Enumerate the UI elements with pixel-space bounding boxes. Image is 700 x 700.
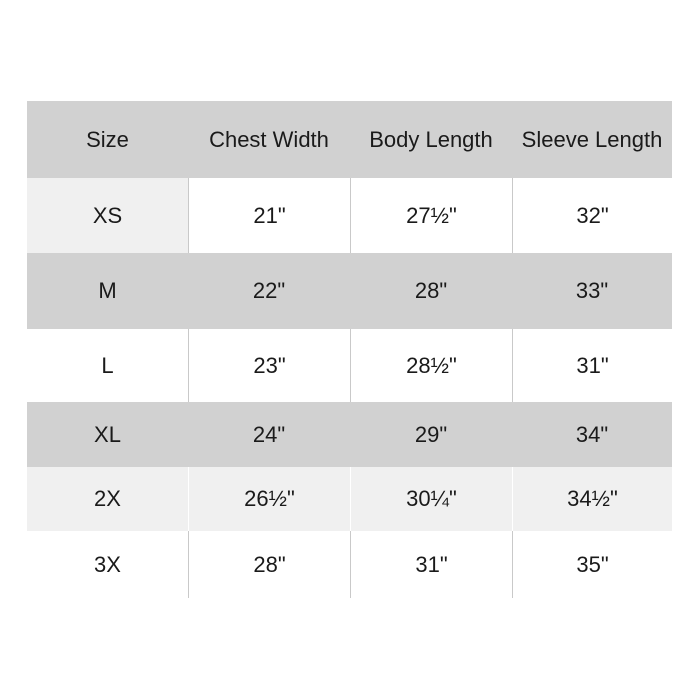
header-size: Size [86, 126, 129, 152]
chest-width-cell: 24" [252, 421, 286, 447]
table-row [27, 178, 672, 253]
size-cell: 3X [94, 551, 121, 577]
body-length-cell: 31" [350, 531, 512, 598]
body-length-cell: 28½" [350, 329, 512, 402]
header-chest-width: Chest Width [209, 126, 329, 152]
sleeve-length-cell: 34½" [512, 467, 672, 531]
table-row [27, 329, 672, 402]
table-row [27, 531, 672, 598]
header-body-length: Body Length [369, 126, 493, 152]
body-length-cell: 29" [414, 421, 448, 447]
body-length-cell: 28" [414, 278, 448, 303]
table-row [27, 402, 672, 467]
sleeve-length-cell: 35" [512, 531, 672, 598]
size-cell: L [101, 352, 114, 378]
chest-width-cell: 22" [252, 278, 286, 303]
size-cell: M [98, 278, 117, 303]
chest-width-cell: 23" [188, 329, 350, 402]
header-sleeve-length: Sleeve Length [521, 126, 663, 152]
size-cell: XS [27, 178, 188, 253]
sleeve-length-cell: 31" [512, 329, 672, 402]
body-length-cell: 27½" [350, 178, 512, 253]
sleeve-length-cell: 32" [512, 178, 672, 253]
table-row [27, 253, 672, 329]
chest-width-cell: 28" [188, 531, 350, 598]
chest-width-cell: 21" [188, 178, 350, 253]
size-chart-table [27, 101, 672, 598]
table-header-row [27, 101, 672, 178]
sleeve-length-cell: 33" [575, 278, 609, 303]
size-cell: XL [94, 421, 121, 447]
sleeve-length-cell: 34" [575, 421, 609, 447]
chest-width-cell: 26½" [188, 467, 350, 531]
body-length-cell: 30¼" [350, 467, 512, 531]
table-row [27, 467, 672, 531]
size-cell: 2X [94, 486, 121, 511]
